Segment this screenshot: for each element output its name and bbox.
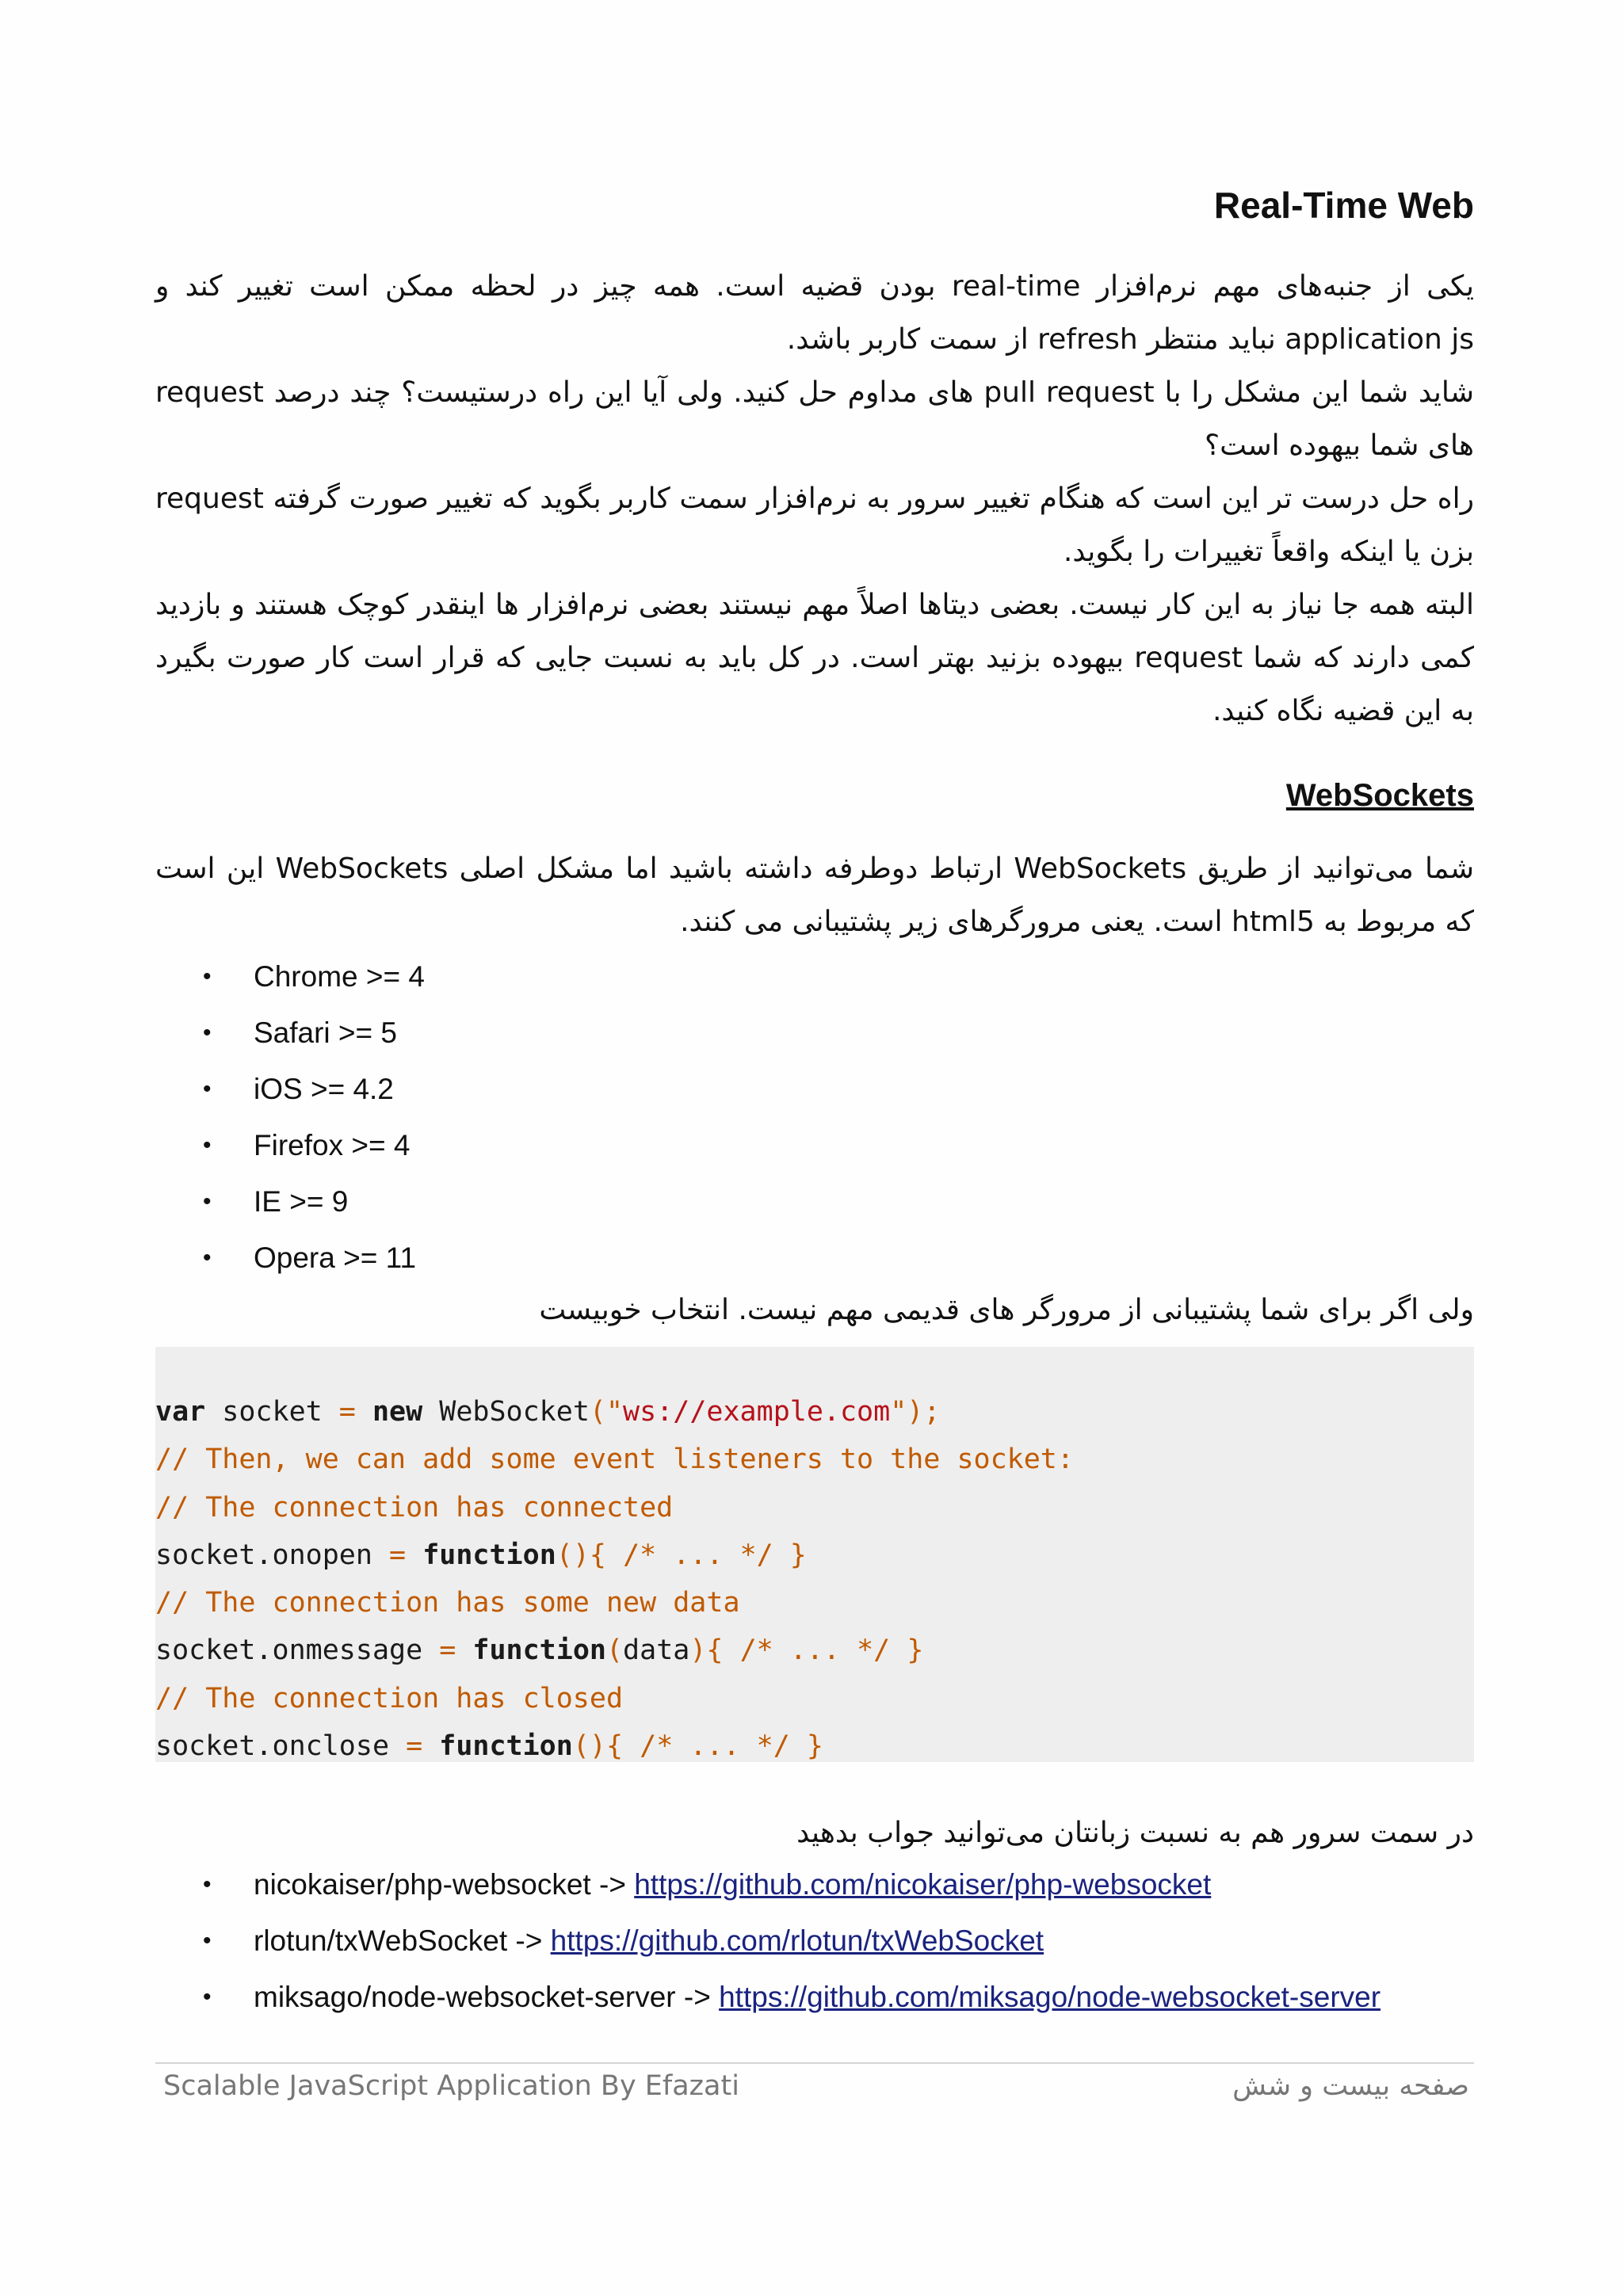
code-punct: "); xyxy=(890,1396,941,1428)
list-item xyxy=(155,1005,425,1061)
code-text: data xyxy=(623,1634,690,1667)
code-operator: = xyxy=(406,1730,423,1763)
browser-support-item: Opera >= 11 xyxy=(254,1241,417,1274)
code-comment: // Then, we can add some event listeners to the socket: xyxy=(155,1444,1074,1476)
list-item xyxy=(155,1173,425,1230)
list-item xyxy=(155,1117,425,1173)
websockets-heading: WebSockets xyxy=(1285,778,1474,813)
code-comment: /* ... */ xyxy=(739,1634,891,1667)
code-punct: (" xyxy=(589,1396,624,1428)
code-text: .onmessage xyxy=(255,1634,423,1667)
bullet-icon: • xyxy=(203,1983,212,2010)
bullet-icon: • xyxy=(203,1871,212,1897)
code-comment: // The connection has connected xyxy=(155,1491,674,1524)
page-title: Real-Time Web xyxy=(1213,185,1474,226)
list-item xyxy=(155,1913,1381,1969)
list-item xyxy=(155,948,425,1005)
bullet-icon: • xyxy=(203,963,212,990)
library-link[interactable]: https://github.com/nicokaiser/php-websocket xyxy=(634,1867,1212,1901)
bullet-icon: • xyxy=(203,1131,212,1158)
library-link[interactable]: https://github.com/miksago/node-websocket-server xyxy=(719,1980,1381,2013)
server-side-note: در سمت سرور هم به نسبت زبانتان می‌توانید جواب بدهید xyxy=(796,1817,1474,1849)
code-comment: // The connection has some new data xyxy=(155,1587,740,1619)
library-name: miksago/node-websocket-server -> xyxy=(254,1980,720,2013)
code-text: socket xyxy=(155,1634,256,1667)
browser-support-item: Chrome >= 4 xyxy=(254,959,425,993)
list-item xyxy=(155,1856,1381,1913)
code-keyword: function xyxy=(439,1730,573,1763)
bullet-icon: • xyxy=(203,1075,212,1102)
code-punct: } xyxy=(806,1730,823,1763)
code-punct: ( xyxy=(605,1634,624,1667)
code-punct: ){ xyxy=(689,1634,724,1667)
code-comment: /* ... */ xyxy=(640,1730,790,1763)
code-listing xyxy=(155,1347,1474,1770)
code-punct: (){ xyxy=(556,1539,606,1571)
list-item xyxy=(155,1230,425,1286)
bullet-icon: • xyxy=(203,1927,212,1954)
document-page xyxy=(155,0,1474,2296)
code-text: socket xyxy=(155,1730,256,1763)
code-string: ws://example.com xyxy=(623,1396,891,1428)
browser-support-item: Firefox >= 4 xyxy=(254,1128,411,1161)
browser-support-item: Safari >= 5 xyxy=(254,1016,398,1049)
code-punct: } xyxy=(907,1634,924,1667)
code-keyword: var xyxy=(155,1396,206,1428)
bullet-icon: • xyxy=(203,1019,212,1046)
bullet-icon: • xyxy=(203,1244,212,1271)
browser-support-item: iOS >= 4.2 xyxy=(254,1072,394,1105)
server-library-list xyxy=(155,1856,1381,2025)
code-keyword: function xyxy=(422,1539,556,1571)
code-text: socket xyxy=(155,1539,256,1571)
websockets-intro-paragraph: شما می‌توانید از طریق WebSockets ارتباط دوطرفه داشته باشید اما مشکل اصلی WebSockets این است که مربوط به html5 است. یعنی مرورگرهای زیر پشتیبانی می کنند. xyxy=(155,852,1474,938)
code-operator: = xyxy=(389,1539,407,1571)
code-keyword: function xyxy=(472,1634,606,1667)
old-browser-note: ولی اگر برای شما پشتیبانی از مرورگر های قدیمی مهم نیست. انتخاب خوبیست xyxy=(539,1294,1474,1326)
code-block xyxy=(155,1347,1474,1762)
code-text: .onclose xyxy=(255,1730,390,1763)
footer-book-title: Scalable JavaScript Application By Efazati xyxy=(163,2070,739,2102)
library-name: rlotun/txWebSocket -> xyxy=(254,1924,551,1957)
bullet-icon: • xyxy=(203,1188,212,1215)
code-punct: } xyxy=(789,1539,807,1571)
browser-support-item: IE >= 9 xyxy=(254,1184,349,1218)
code-punct: (){ xyxy=(572,1730,624,1763)
library-link[interactable]: https://github.com/rlotun/txWebSocket xyxy=(550,1924,1044,1957)
code-keyword: new xyxy=(372,1396,423,1428)
code-comment: /* ... */ xyxy=(623,1539,773,1571)
code-operator: = xyxy=(338,1396,356,1428)
list-item xyxy=(155,1061,425,1117)
code-text: socket xyxy=(205,1396,339,1428)
list-item xyxy=(155,1969,1381,2025)
footer-page-number: صفحه بیست و شش xyxy=(1232,2070,1469,2102)
page-footer xyxy=(155,2062,1474,2102)
code-text: .onopen xyxy=(255,1539,372,1571)
code-operator: = xyxy=(439,1634,456,1667)
code-comment: // The connection has closed xyxy=(155,1682,624,1714)
code-text: WebSocket xyxy=(422,1396,590,1428)
intro-paragraph: یکی از جنبه‌های مهم نرم‌افزار real-time بودن قضیه است. همه چیز در لحظه ممکن است تغییر کند و application js نباید منتظر refresh از سمت کاربر باشد. شاید شما این مشکل را با pull request های مداوم حل کنید. ولی آیا این راه درستیست؟ چند درصد request های شما بیهوده است؟ راه حل درست تر این است که هنگام تغییر سرور به نرم‌افزار سمت کاربر بگوید که تغییر صورت گرفته request بزن یا اینکه واقعاً تغییرات را بگوید. البته همه جا نیاز به این کار نیست. بعضی دیتاها اصلاً مهم نیستند بعضی نرم‌افزار ها اینقدر کوچک هستند و بازدید کمی دارند که شما request بیهوده بزنید بهتر است. در کل باید به نسبت جایی که قرار است کار صورت بگیرد به این قضیه نگاه کنید. xyxy=(155,270,1475,727)
library-name: nicokaiser/php-websocket -> xyxy=(254,1867,635,1901)
browser-support-list xyxy=(155,948,425,1286)
